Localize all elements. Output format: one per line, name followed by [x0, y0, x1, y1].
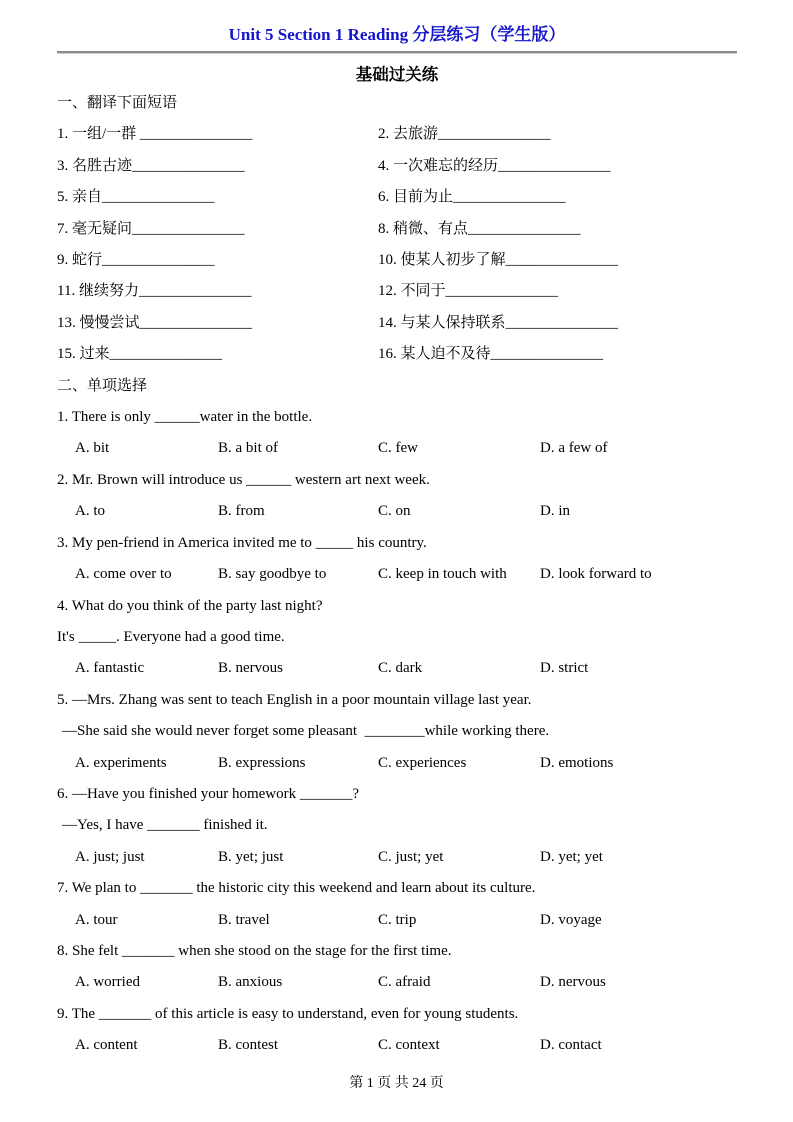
option-b: B. a bit of: [218, 440, 278, 457]
option-c: C. keep in touch with: [378, 566, 507, 583]
option-b: B. say goodbye to: [218, 566, 327, 583]
option-b: B. expressions: [218, 754, 306, 771]
phrase-item: 10. 使某人初步了解_______________: [378, 252, 619, 269]
phrase-item: 1. 一组/一群 _______________: [57, 126, 253, 143]
phrase-item: 15. 过来_______________: [57, 346, 223, 363]
question-text: 6. —Have you finished your homework _______?: [57, 785, 360, 802]
phrase-item: 2. 去旅游_______________: [378, 126, 551, 143]
option-d: D. strict: [540, 660, 589, 677]
option-row: [57, 433, 737, 464]
phrase-item: 5. 亲自_______________: [57, 189, 215, 206]
question: [57, 465, 737, 528]
option-d: D. voyage: [540, 911, 602, 928]
page-footer: 第 1 页 共 24 页: [349, 1076, 444, 1091]
option-d: D. nervous: [540, 974, 606, 991]
option-c: C. context: [378, 1037, 440, 1054]
option-d: D. emotions: [540, 754, 614, 771]
question: [57, 402, 737, 465]
phrase-item: 6. 目前为止_______________: [378, 189, 566, 206]
option-d: D. yet; yet: [540, 848, 603, 865]
option-d: D. look forward to: [540, 566, 652, 583]
option-row: [57, 496, 737, 527]
question: [57, 873, 737, 936]
document-title: Unit 5 Section 1 Reading 分层练习（学生版）: [228, 25, 566, 44]
phrase-item: 3. 名胜古迹_______________: [57, 157, 245, 174]
option-d: D. in: [540, 503, 570, 520]
option-a: A. experiments: [75, 754, 167, 771]
phrase-item: 11. 继续努力_______________: [57, 283, 252, 300]
option-b: B. nervous: [218, 660, 283, 677]
option-c: C. trip: [378, 911, 417, 928]
option-d: D. a few of: [540, 440, 608, 457]
question: [57, 528, 737, 591]
option-b: B. travel: [218, 911, 270, 928]
option-a: A. come over to: [75, 566, 172, 583]
option-c: C. just; yet: [378, 848, 444, 865]
option-b: B. contest: [218, 1037, 278, 1054]
phrase-item: 9. 蛇行_______________: [57, 252, 215, 269]
question-text: It's _____. Everyone had a good time.: [57, 628, 285, 645]
question: [57, 999, 737, 1062]
option-b: B. anxious: [218, 974, 283, 991]
section2-heading: 二、单项选择: [57, 377, 148, 394]
option-a: A. worried: [75, 974, 140, 991]
option-b: B. from: [218, 503, 265, 520]
phrase-list: [57, 119, 737, 370]
phrase-item: 12. 不同于_______________: [378, 283, 559, 300]
question-text: —She said she would never forget some pleasant ________while working there.: [62, 723, 550, 740]
option-a: A. to: [75, 503, 105, 520]
option-a: A. content: [75, 1037, 138, 1054]
question-text: 8. She felt _______ when she stood on the stage for the first time.: [57, 942, 452, 959]
question-text: —Yes, I have _______ finished it.: [62, 817, 268, 834]
option-a: A. fantastic: [75, 660, 145, 677]
option-row: [57, 842, 737, 873]
option-c: C. few: [378, 440, 418, 457]
option-row: [57, 1030, 737, 1061]
question-text: 7. We plan to _______ the historic city this weekend and learn about its culture.: [57, 880, 536, 897]
option-row: [57, 559, 737, 590]
phrase-item: 4. 一次难忘的经历_______________: [378, 157, 611, 174]
worksheet-subtitle: 基础过关练: [355, 65, 439, 84]
option-c: C. experiences: [378, 754, 467, 771]
question-text: 4. What do you think of the party last night?: [57, 597, 323, 614]
phrase-item: 14. 与某人保持联系_______________: [378, 314, 619, 331]
option-b: B. yet; just: [218, 848, 284, 865]
question: [57, 779, 737, 873]
option-a: A. bit: [75, 440, 110, 457]
phrase-item: 8. 稍微、有点_______________: [378, 220, 581, 237]
phrase-item: 16. 某人迫不及待_______________: [378, 346, 604, 363]
option-a: A. just; just: [75, 848, 145, 865]
phrase-item: 7. 毫无疑问_______________: [57, 220, 245, 237]
option-row: [57, 653, 737, 684]
question-text: 5. —Mrs. Zhang was sent to teach English in a poor mountain village last year.: [57, 691, 532, 708]
question-text: 2. Mr. Brown will introduce us ______ western art next week.: [57, 471, 430, 488]
question-list: [57, 402, 737, 1062]
option-a: A. tour: [75, 911, 118, 928]
section1-heading: 一、翻译下面短语: [57, 95, 178, 111]
option-c: C. on: [378, 503, 411, 520]
question: [57, 685, 737, 779]
question-text: 9. The _______ of this article is easy to understand, even for young students.: [57, 1005, 519, 1022]
question: [57, 936, 737, 999]
phrase-item: 13. 慢慢尝试_______________: [57, 314, 253, 331]
option-row: [57, 748, 737, 779]
question-text: 3. My pen-friend in America invited me to _____ his country.: [57, 534, 427, 551]
option-c: C. dark: [378, 660, 423, 677]
option-c: C. afraid: [378, 974, 431, 991]
option-row: [57, 905, 737, 936]
option-row: [57, 967, 737, 998]
question-text: 1. There is only ______water in the bottle.: [57, 409, 313, 426]
option-d: D. contact: [540, 1037, 602, 1054]
question: [57, 591, 737, 685]
